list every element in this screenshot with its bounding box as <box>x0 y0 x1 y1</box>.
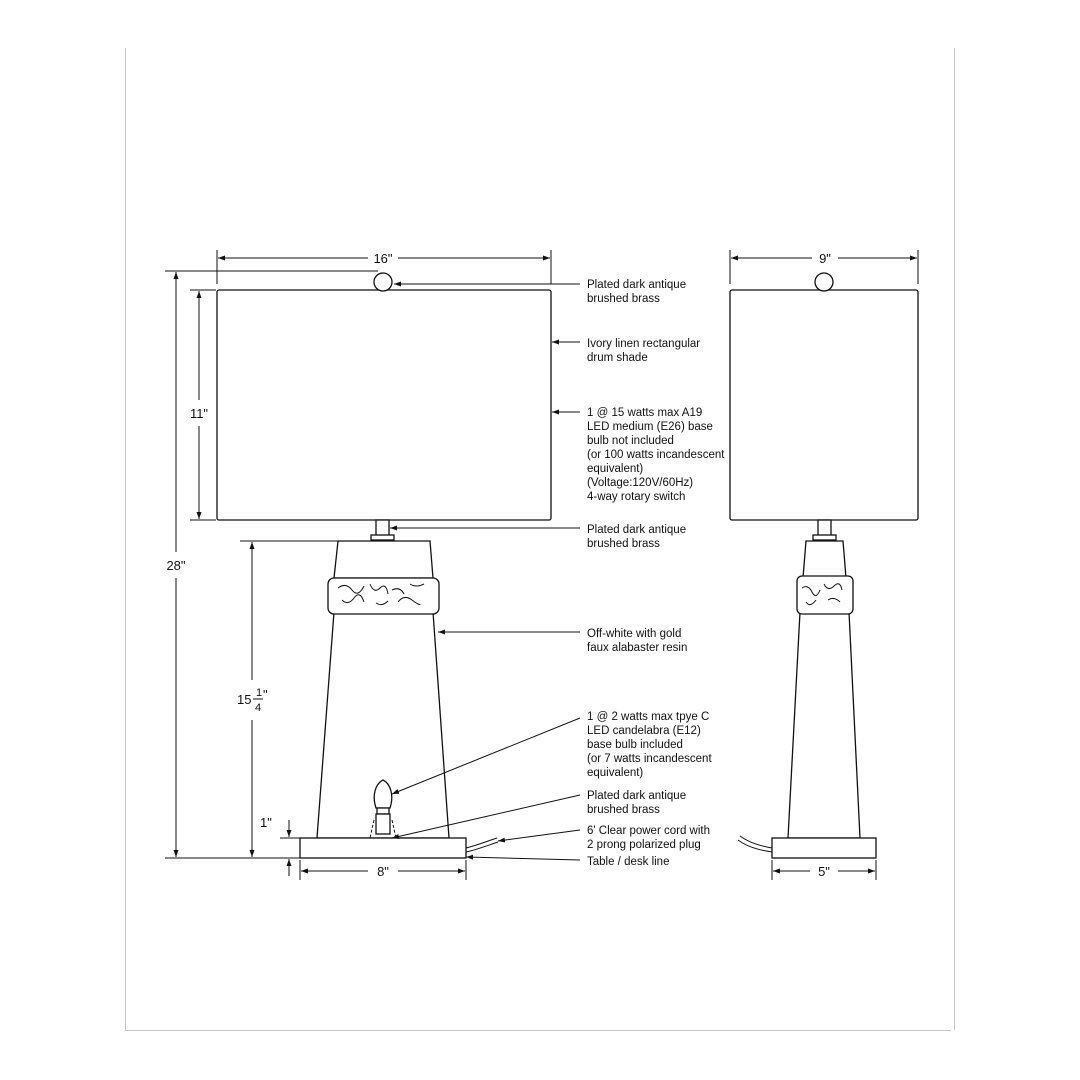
dim-base-height-numerator: 1 <box>256 687 263 699</box>
callout-5-line-1: Off-white with gold <box>587 628 682 640</box>
front-body-upper <box>334 541 433 578</box>
callout-7-line-1: Plated dark antique <box>587 790 687 802</box>
callout-4-line-2: brushed brass <box>587 538 660 550</box>
dim-front-width: 16" <box>373 251 393 266</box>
dim-base-height-denominator: 4 <box>255 702 262 714</box>
side-neck-cap <box>813 535 836 540</box>
callout-6 <box>587 711 712 779</box>
callout-3-line-6: (Voltage:120V/60Hz) <box>587 477 694 489</box>
callout-8-line-1: 6' Clear power cord with <box>587 825 710 837</box>
side-shade <box>730 290 918 520</box>
dim-base-thickness: 1" <box>260 815 272 830</box>
callout-3-line-7: 4-way rotary switch <box>587 491 686 503</box>
callout-8 <box>587 825 710 851</box>
callout-2 <box>587 338 700 364</box>
side-power-cord <box>738 836 772 852</box>
side-alabaster-band <box>797 576 853 614</box>
callout-6-line-5: equivalent) <box>587 767 644 779</box>
side-body-lower <box>788 612 860 838</box>
front-shade <box>217 290 551 520</box>
side-body-upper <box>803 541 846 578</box>
callout-9-line-1: Table / desk line <box>587 856 670 868</box>
dim-shade-height: 11" <box>189 406 209 421</box>
side-view <box>730 273 918 858</box>
callout-6-line-2: LED candelabra (E12) <box>587 725 701 737</box>
front-neck <box>376 520 389 536</box>
callout-8-line-2: 2 prong polarized plug <box>587 839 701 851</box>
callout-5-line-2: faux alabaster resin <box>587 642 688 654</box>
front-alabaster-band <box>328 578 439 614</box>
callout-4-line-1: Plated dark antique <box>587 524 687 536</box>
callout-1-line-1: Plated dark antique <box>587 279 687 291</box>
front-view <box>217 273 551 858</box>
callout-3-line-4: (or 100 watts incandescent <box>587 449 725 461</box>
callout-3-line-3: bulb not included <box>587 435 674 447</box>
callout-1-line-2: brushed brass <box>587 293 660 305</box>
side-neck <box>818 520 831 536</box>
side-finial <box>815 273 833 291</box>
dim-side-base-width: 5" <box>818 864 830 879</box>
callout-2-line-2: drum shade <box>587 352 648 364</box>
callout-7-line-2: brushed brass <box>587 804 660 816</box>
dim-front-base-width: 8" <box>377 864 389 879</box>
callout-3-line-1: 1 @ 15 watts max A19 <box>587 407 703 419</box>
front-power-cord <box>466 838 498 852</box>
callout-6-line-1: 1 @ 2 watts max tpye C <box>587 711 710 723</box>
callout-1 <box>587 279 686 305</box>
callout-4 <box>587 524 686 550</box>
dim-total-height: 28" <box>166 558 186 573</box>
dim-base-height <box>237 687 268 714</box>
dim-base-height-whole: 15 <box>237 692 252 707</box>
side-base-plinth <box>772 838 876 858</box>
callout-9 <box>587 856 669 868</box>
callout-3 <box>587 407 725 503</box>
callout-3-line-2: LED medium (E26) base <box>587 421 713 433</box>
callout-6-line-3: base bulb included <box>587 739 683 751</box>
dim-side-width: 9" <box>819 251 831 266</box>
dim-base-height-suffix: " <box>263 687 268 702</box>
front-finial <box>374 273 392 291</box>
callout-2-line-1: Ivory linen rectangular <box>587 338 701 350</box>
callout-3-line-5: equivalent) <box>587 463 644 475</box>
front-neck-cap <box>371 535 394 540</box>
callout-6-line-4: (or 7 watts incandescent <box>587 753 712 765</box>
callout-5 <box>587 628 687 654</box>
front-base-plinth <box>300 838 466 858</box>
callout-7 <box>587 790 686 816</box>
